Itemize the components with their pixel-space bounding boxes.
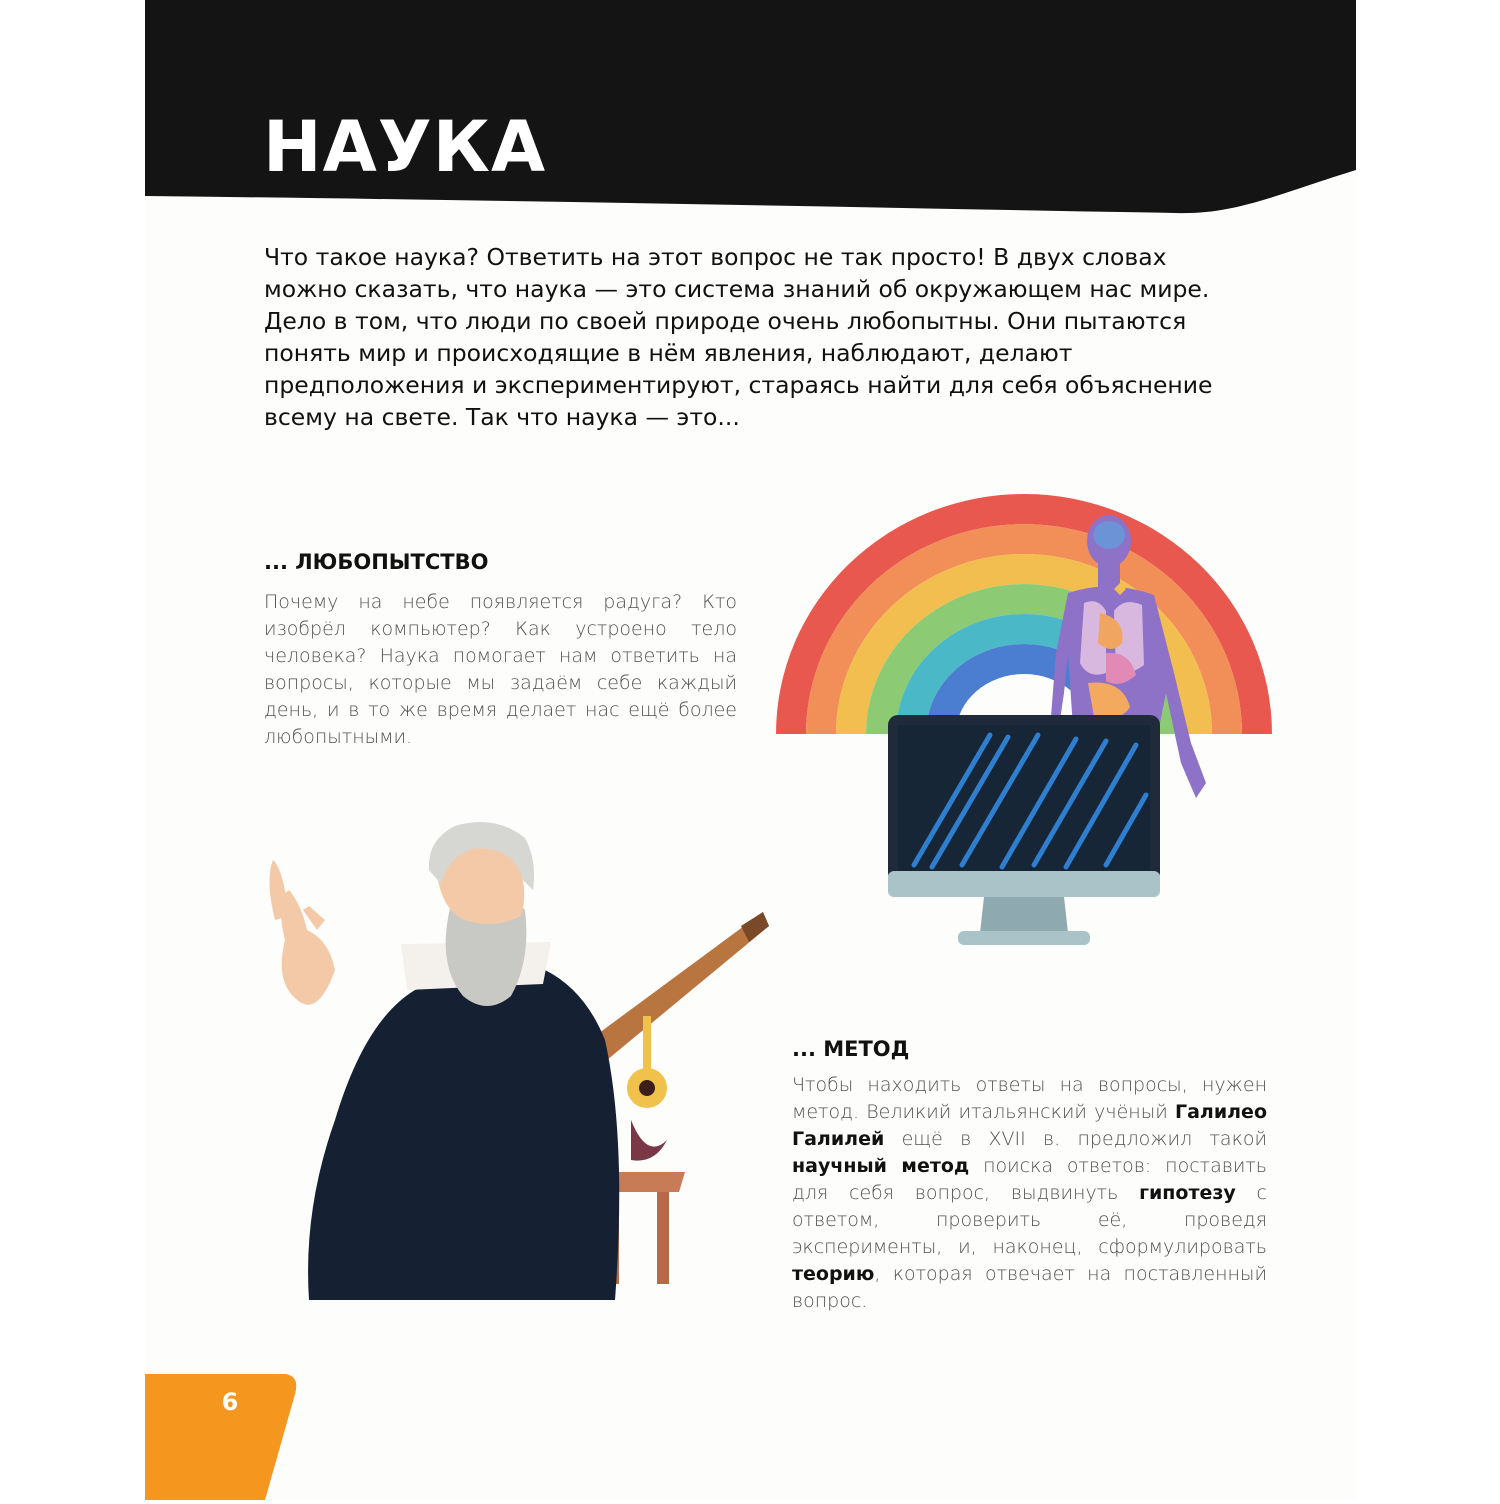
curiosity-paragraph: Почему на небе появляется радуга? Кто изобрёл компьютер? Как устроено тело человека? Наука помогает нам ответить на вопросы, которые мы задаём себе каждый день, и в то же время делает нас ещё более любопытными. bbox=[264, 591, 737, 748]
page-title: НАУКА bbox=[263, 106, 547, 188]
method-text-2: ещё в XVII в. предложил такой bbox=[884, 1128, 1267, 1150]
scientific-method-term: научный метод bbox=[792, 1155, 970, 1177]
method-text-1: Чтобы находить ответы на вопросы, нужен метод. Великий итальянский учёный bbox=[792, 1074, 1267, 1123]
rainbow-computer-anatomy-illustration bbox=[776, 493, 1272, 953]
curiosity-heading: ... ЛЮБОПЫТСТВО bbox=[264, 550, 489, 574]
rainbow-arcs bbox=[776, 494, 1272, 734]
hypothesis-term: гипотезу bbox=[1139, 1182, 1236, 1204]
theory-term: теорию bbox=[792, 1263, 875, 1285]
galileo-name-term: Галилео Галилей bbox=[792, 1101, 1267, 1150]
method-text-5: , которая отвечает на поставленный вопрос. bbox=[792, 1263, 1267, 1312]
intro-paragraph: Что такое наука? Ответить на этот вопрос не так просто! В двух словах можно сказать, что наука — это система знаний об окружающем нас мире. Дело в том, что люди по своей природе очень любопытны. Они пытаются понять мир и происходящие в нём явления, наблюдают, делают предположения и экспериментируют, стараясь найти для себя объяснение всему на свете. Так что наука — это... bbox=[264, 243, 1213, 431]
galileo-telescope-illustration bbox=[255, 820, 775, 1300]
method-paragraph bbox=[792, 1072, 1267, 1315]
computer-monitor bbox=[888, 715, 1160, 945]
galileo-figure bbox=[269, 822, 619, 1300]
method-text-3: поиска ответов: поставить для себя вопрос, выдвинуть bbox=[792, 1155, 1267, 1204]
page-number: 6 bbox=[221, 1388, 239, 1416]
method-text-4: с ответом, проверить её, проведя эксперименты, и, наконец, сформулировать bbox=[792, 1182, 1267, 1258]
telescope bbox=[595, 912, 769, 1060]
method-heading: ... МЕТОД bbox=[792, 1037, 910, 1061]
